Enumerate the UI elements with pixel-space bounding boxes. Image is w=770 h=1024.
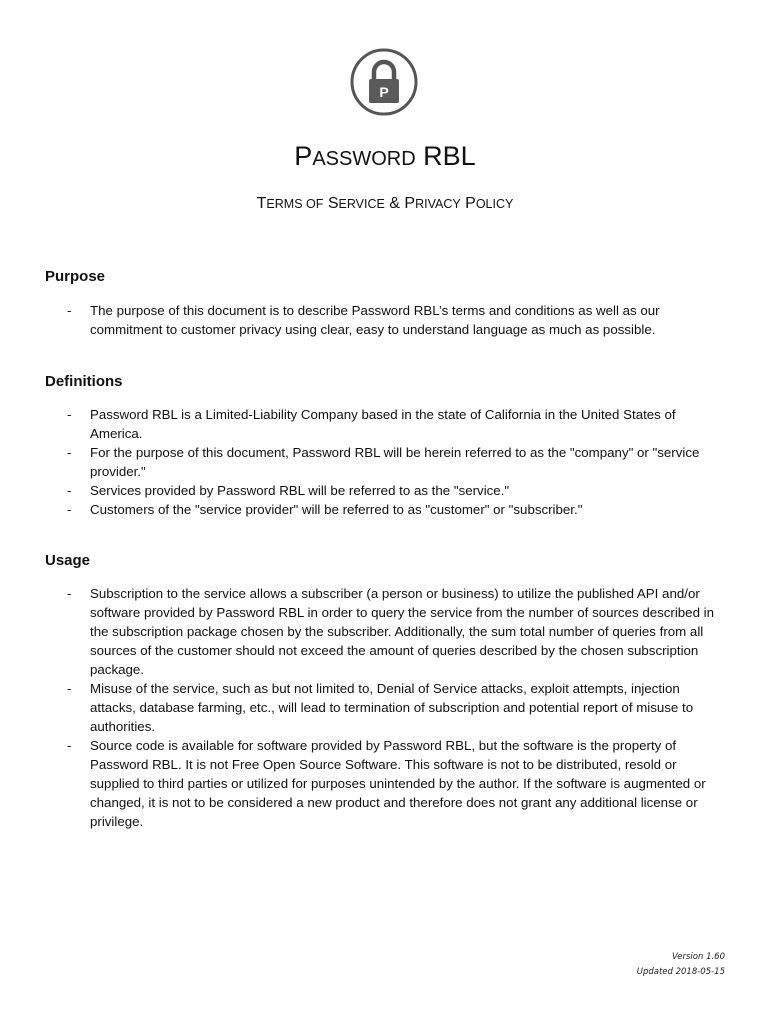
logo-letter: P [379, 84, 389, 100]
usage-heading: Usage [45, 552, 91, 569]
subtitle-cap-t: T [256, 195, 267, 212]
subtitle-ervice: ERVICE [338, 197, 385, 211]
list-bullet: - [67, 483, 72, 498]
title-assword: ASSWORD [312, 148, 416, 170]
page-title [0, 138, 770, 177]
title-rbl: RBL [423, 141, 476, 171]
subtitle-cap-s: S [327, 195, 339, 212]
definitions-item-text: Customers of the "service provider" will be referred to as "customer" or "subscriber." [90, 502, 583, 517]
purpose-item-text: The purpose of this document is to describe Password RBL’s terms and conditions as well as our commitment to customer privacy using clear, easy to understand language as much as possible. [90, 303, 660, 337]
usage-list [45, 584, 725, 831]
definitions-item [45, 500, 725, 519]
purpose-list [45, 301, 725, 339]
definitions-item [45, 405, 725, 443]
list-bullet: - [67, 738, 72, 753]
definitions-item-text: For the purpose of this document, Password RBL will be herein referred to as the "company" or "service provider." [90, 445, 700, 479]
subtitle-cap-p: P [404, 195, 416, 212]
title-cap-p: P [294, 141, 313, 171]
definitions-item-text: Password RBL is a Limited-Liability Company based in the state of California in the United States of America. [90, 407, 676, 441]
document-footer [637, 950, 725, 980]
subtitle-cap-p2: P [465, 195, 476, 212]
purpose-heading: Purpose [45, 268, 106, 285]
definitions-item-text: Services provided by Password RBL will be referred to as the "service." [90, 483, 510, 498]
version-label: Version 1.60 [671, 952, 725, 962]
padlock-logo [349, 47, 419, 117]
subtitle-olicy: OLICY [475, 197, 514, 211]
subtitle-ampersand: & [389, 195, 400, 212]
usage-item [45, 584, 725, 679]
usage-item [45, 679, 725, 736]
usage-item-text: Misuse of the service, such as but not limited to, Denial of Service attacks, exploit attempts, injection attacks, database farming, etc., will lead to termination of subscription and potential report of misuse to authorities. [90, 681, 694, 734]
usage-item [45, 736, 725, 831]
definitions-list [45, 405, 725, 519]
list-bullet: - [67, 586, 72, 601]
usage-item-text: Subscription to the service allows a subscriber (a person or business) to utilize the published API and/or software provided by Password RBL in order to query the service from the number of sources described in the subscription package chosen by the subscriber. Additionally, the sum total number of queries from all sources of the customer should not exceed the amount of queries described by the chosen subscription package. [90, 586, 715, 677]
updated-label: Updated 2018-05-15 [636, 967, 725, 977]
padlock-icon [349, 47, 419, 117]
list-bullet: - [67, 407, 72, 422]
list-bullet: - [67, 502, 72, 517]
subtitle-erms-of: ERMS OF [266, 197, 324, 211]
list-bullet: - [67, 303, 72, 318]
definitions-heading: Definitions [45, 373, 123, 390]
definitions-item [45, 481, 725, 500]
purpose-item [45, 301, 725, 339]
page-subtitle [0, 192, 770, 216]
list-bullet: - [67, 445, 72, 460]
definitions-item [45, 443, 725, 481]
list-bullet: - [67, 681, 72, 696]
usage-item-text: Source code is available for software provided by Password RBL, but the software is the property of Password RBL. It is not Free Open Source Software. This software is not to be distributed, resold or supplied to third parties or utilized for purposes unintended by the author. If the software is augmented or changed, it is not to be considered a new product and therefore does not grant any additional license or privilege. [90, 738, 706, 829]
subtitle-rivacy: RIVACY [415, 197, 461, 211]
